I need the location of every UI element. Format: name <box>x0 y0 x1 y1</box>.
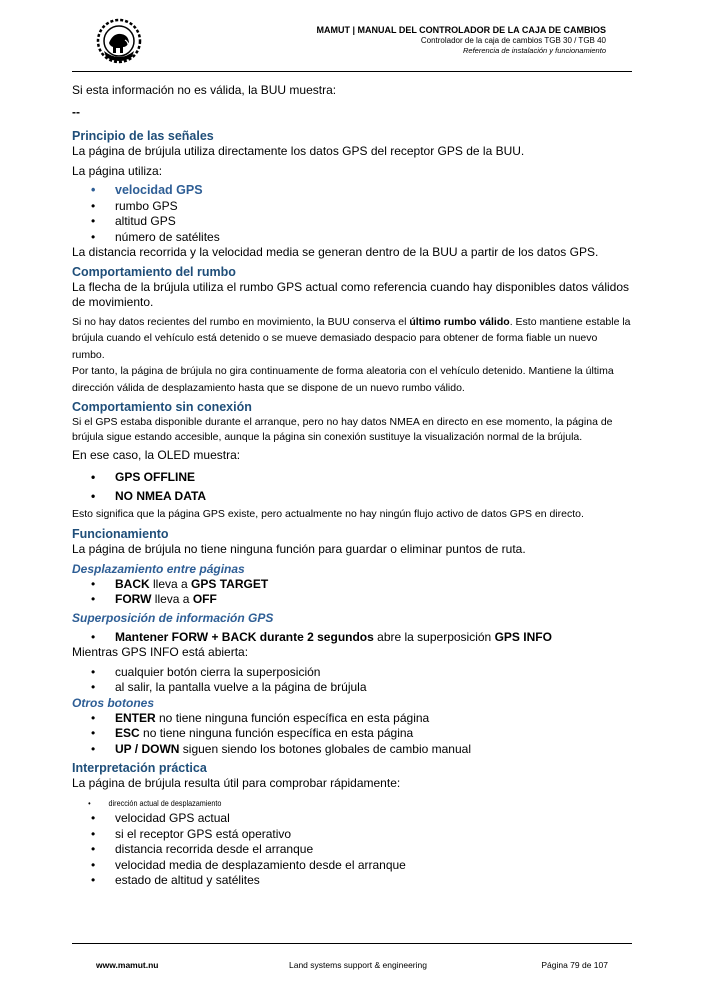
signal-list <box>72 183 632 245</box>
subheading-page-navigation: Desplazamiento entre páginas <box>72 561 245 576</box>
button-name: FORW <box>115 592 152 606</box>
subheading-gps-overlay: Superposición de información GPS <box>72 610 274 625</box>
text-run: no tiene ninguna función específica en esta página <box>139 726 414 740</box>
subheading-other-buttons: Otros botones <box>72 695 155 710</box>
list-item: • rumbo GPS <box>72 199 632 215</box>
list-item: • número de satélites <box>72 230 632 246</box>
invalid-dashes: -- <box>72 104 80 119</box>
section-heading-signals: Principio de las señales <box>72 129 214 143</box>
list-item <box>72 592 632 608</box>
emphasis-text: último rumbo válido <box>409 315 510 328</box>
page-content <box>72 83 632 889</box>
mamut-logo <box>94 18 144 64</box>
list-item: • velocidad GPS <box>72 183 632 199</box>
practical-list <box>72 796 632 889</box>
section-heading-heading-behavior: Comportamiento del rumbo <box>72 264 236 279</box>
list-item: • GPS OFFLINE <box>72 468 632 487</box>
list-item: • velocidad GPS actual <box>72 811 632 827</box>
list-item: • si el receptor GPS está operativo <box>72 827 632 843</box>
button-name: BACK <box>115 576 150 591</box>
list-item <box>72 711 632 727</box>
page-name: OFF <box>192 592 217 606</box>
navigation-list <box>72 577 632 608</box>
list-item: • al salir, la pantalla vuelve a la página de brújula <box>72 680 632 696</box>
button-combo: Mantener FORW + BACK durante 2 segundos <box>115 629 374 644</box>
overlay-behavior-list <box>72 665 632 696</box>
button-name: UP / DOWN <box>115 741 180 756</box>
list-item <box>72 577 632 593</box>
page-header <box>72 18 632 72</box>
list-item: • cualquier botón cierra la superposición <box>72 665 632 681</box>
list-item: • altitud GPS <box>72 214 632 230</box>
text-run: lleva a <box>151 592 193 606</box>
document-reference: Referencia de instalación y funcionamiento <box>462 46 606 55</box>
paragraph: La distancia recorrida y la velocidad media se generan dentro de la BUU a partir de los datos GPS. <box>72 245 599 259</box>
footer-website: www.mamut.nu <box>96 960 159 970</box>
paragraph: La flecha de la brújula utiliza el rumbo GPS actual como referencia cuando hay disponibles datos válidos de movimiento. <box>72 279 629 309</box>
list-item <box>72 742 632 758</box>
section-heading-offline: Comportamiento sin conexión <box>72 400 252 414</box>
list-item <box>72 630 632 646</box>
paragraph <box>72 314 632 364</box>
footer-divider <box>72 943 632 944</box>
section-heading-operation: Funcionamiento <box>72 527 169 541</box>
button-name: ESC <box>115 726 140 740</box>
text-run: . Esto mantiene estable la brújula cuando el vehículo está detenido o se mueve demasiado despacio para obtener de forma fiable un nuevo rumbo. <box>72 315 631 361</box>
text-run: abre la superposición <box>373 629 495 644</box>
text-run: Si no hay datos recientes del rumbo en movimiento, la BUU conserva el <box>72 315 410 328</box>
document-subtitle: Controlador de la caja de cambios TGB 30 / TGB 40 <box>420 36 606 45</box>
other-buttons-list <box>72 711 632 758</box>
text-run: siguen siendo los botones globales de cambio manual <box>179 741 471 756</box>
list-item: • velocidad media de desplazamiento desde el arranque <box>72 858 632 874</box>
oled-message-list <box>72 468 632 506</box>
paragraph: Mientras GPS INFO está abierta: <box>72 645 249 659</box>
paragraph: Esto significa que la página GPS existe, pero actualmente no hay ningún flujo activo de datos GPS en directo. <box>72 507 584 520</box>
list-item: • distancia recorrida desde el arranque <box>72 842 632 858</box>
list-item <box>72 726 632 742</box>
footer-company: Land systems support & engineering <box>289 960 427 970</box>
list-item: • dirección actual de desplazamiento <box>72 796 548 812</box>
paragraph: La página de brújula utiliza directamente los datos GPS del receptor GPS de la BUU. <box>72 144 525 158</box>
paragraph: La página utiliza: <box>72 163 163 178</box>
paragraph: En ese caso, la OLED muestra: <box>72 448 241 462</box>
overlay-list <box>72 630 632 646</box>
footer-page-number: Página 79 de 107 <box>541 960 608 970</box>
section-heading-practical: Interpretación práctica <box>72 761 207 775</box>
button-name: ENTER <box>115 710 156 725</box>
text-run: lleva a <box>149 576 192 591</box>
paragraph: Por tanto, la página de brújula no gira continuamente de forma aleatoria con el vehículo detenido. Mantiene la última dirección válida de desplazamiento hasta que se dispone de un nuevo rumbo válido. <box>72 365 614 394</box>
paragraph: La página de brújula resulta útil para comprobar rápidamente: <box>72 776 401 790</box>
list-item: • estado de altitud y satélites <box>72 873 632 889</box>
document-title: MAMUT | MANUAL DEL CONTROLADOR DE LA CAJA DE CAMBIOS <box>316 25 606 35</box>
paragraph: Si el GPS estaba disponible durante el arranque, pero no hay datos NMEA en directo en ese momento, la página de brújula sigue estando accesible, aunque la página sin conexión sustituye la visualización normal de la brújula. <box>72 416 613 443</box>
paragraph: La página de brújula no tiene ninguna función para guardar o eliminar puntos de ruta. <box>72 542 526 556</box>
text-run: no tiene ninguna función específica en esta página <box>155 710 430 725</box>
invalid-intro: Si esta información no es válida, la BUU muestra: <box>72 83 337 97</box>
list-item: • NO NMEA DATA <box>72 487 632 506</box>
page-name: GPS TARGET <box>191 576 269 591</box>
header-divider <box>72 71 632 72</box>
overlay-name: GPS INFO <box>494 629 552 644</box>
